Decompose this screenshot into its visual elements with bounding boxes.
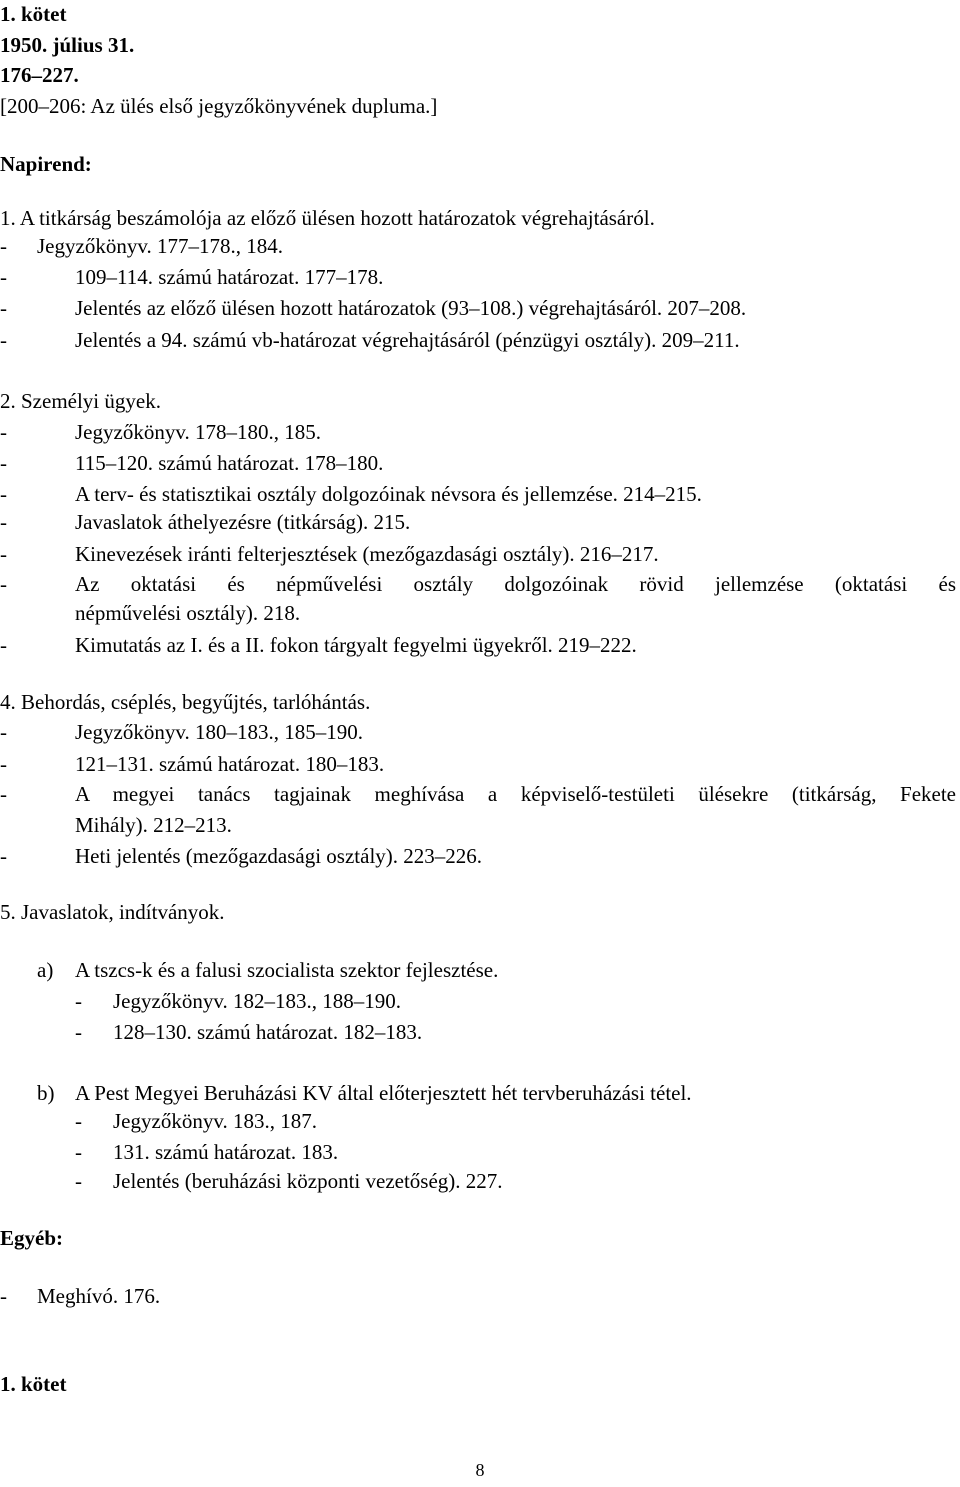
list-item-text: 121–131. számú határozat. 180–183. bbox=[75, 752, 385, 776]
list-item-text: Mihály). 212–213. bbox=[75, 813, 232, 837]
list-dash: - bbox=[0, 234, 7, 258]
list-item-text: A megyei tanács tagjainak meghívása a képviselő-testületi ülésekre (titkárság, Fekete bbox=[75, 782, 956, 806]
list-item-text: Jegyzőkönyv. 183., 187. bbox=[113, 1109, 317, 1133]
page-number: 8 bbox=[475, 1460, 485, 1480]
list-dash: - bbox=[75, 1020, 82, 1044]
list-item-text: Jelentés az előző ülésen hozott határozatok (93–108.) végrehajtásáról. 207–208. bbox=[75, 296, 747, 320]
list-dash: - bbox=[0, 542, 7, 566]
section-title: 5. Javaslatok, indítványok. bbox=[0, 900, 225, 924]
subsection-marker: a) bbox=[37, 958, 54, 982]
list-item-text: Jelentés (beruházási központi vezetőség). 227. bbox=[113, 1169, 503, 1193]
list-item-text: 115–120. számú határozat. 178–180. bbox=[75, 451, 384, 475]
meeting-date: 1950. július 31. bbox=[0, 33, 135, 57]
list-dash: - bbox=[0, 296, 7, 320]
page-range: 176–227. bbox=[0, 63, 79, 87]
list-item-text: Heti jelentés (mezőgazdasági osztály). 223–226. bbox=[75, 844, 483, 868]
list-dash: - bbox=[0, 844, 7, 868]
list-item-text: 128–130. számú határozat. 182–183. bbox=[113, 1020, 423, 1044]
list-item-text: Jelentés a 94. számú vb-határozat végrehajtásáról (pénzügyi osztály). 209–211. bbox=[75, 328, 740, 352]
list-dash: - bbox=[0, 420, 7, 444]
list-dash: - bbox=[0, 1284, 7, 1308]
list-item-text: Az oktatási és népművelési osztály dolgozóinak rövid jellemzése (oktatási és bbox=[75, 572, 956, 596]
subsection-marker: b) bbox=[37, 1081, 55, 1105]
list-item-text: 109–114. számú határozat. 177–178. bbox=[75, 265, 384, 289]
list-dash: - bbox=[0, 752, 7, 776]
list-dash: - bbox=[0, 633, 7, 657]
list-item-text: népművelési osztály). 218. bbox=[75, 601, 301, 625]
list-item-text: Kinevezések iránti felterjesztések (mezőgazdasági osztály). 216–217. bbox=[75, 542, 659, 566]
list-dash: - bbox=[0, 328, 7, 352]
list-item-text: Jegyzőkönyv. 177–178., 184. bbox=[37, 234, 283, 258]
list-item-text: Jegyzőkönyv. 178–180., 185. bbox=[75, 420, 321, 444]
list-dash: - bbox=[0, 451, 7, 475]
list-dash: - bbox=[75, 1169, 82, 1193]
list-dash: - bbox=[0, 482, 7, 506]
list-dash: - bbox=[0, 265, 7, 289]
list-item-text: A terv- és statisztikai osztály dolgozóinak névsora és jellemzése. 214–215. bbox=[75, 482, 702, 506]
list-dash: - bbox=[75, 1140, 82, 1164]
volume-label: 1. kötet bbox=[0, 2, 67, 26]
section-title: 1. A titkárság beszámolója az előző ülésen hozott határozatok végrehajtásáról. bbox=[0, 206, 655, 230]
list-dash: - bbox=[75, 989, 82, 1013]
section-title: 2. Személyi ügyek. bbox=[0, 389, 161, 413]
section-title: 4. Behordás, cséplés, begyűjtés, tarlóhántás. bbox=[0, 690, 371, 714]
list-dash: - bbox=[0, 572, 7, 596]
subsection-text: A Pest Megyei Beruházási KV által előterjesztett hét tervberuházási tétel. bbox=[75, 1081, 692, 1105]
list-dash: - bbox=[75, 1109, 82, 1133]
duplicate-note: [200–206: Az ülés első jegyzőkönyvének dupluma.] bbox=[0, 94, 438, 118]
list-item-text: Javaslatok áthelyezésre (titkárság). 215. bbox=[75, 510, 411, 534]
list-item-text: 131. számú határozat. 183. bbox=[113, 1140, 339, 1164]
agenda-heading: Napirend: bbox=[0, 152, 92, 176]
list-item-text: Jegyzőkönyv. 180–183., 185–190. bbox=[75, 720, 363, 744]
list-dash: - bbox=[0, 720, 7, 744]
list-item-text: Jegyzőkönyv. 182–183., 188–190. bbox=[113, 989, 401, 1013]
footer-volume-label: 1. kötet bbox=[0, 1372, 67, 1396]
list-item-text: Kimutatás az I. és a II. fokon tárgyalt fegyelmi ügyekről. 219–222. bbox=[75, 633, 637, 657]
list-item-text: Meghívó. 176. bbox=[37, 1284, 161, 1308]
other-heading: Egyéb: bbox=[0, 1226, 63, 1250]
subsection-text: A tszcs-k és a falusi szocialista szektor fejlesztése. bbox=[75, 958, 499, 982]
list-dash: - bbox=[0, 782, 7, 806]
list-dash: - bbox=[0, 510, 7, 534]
